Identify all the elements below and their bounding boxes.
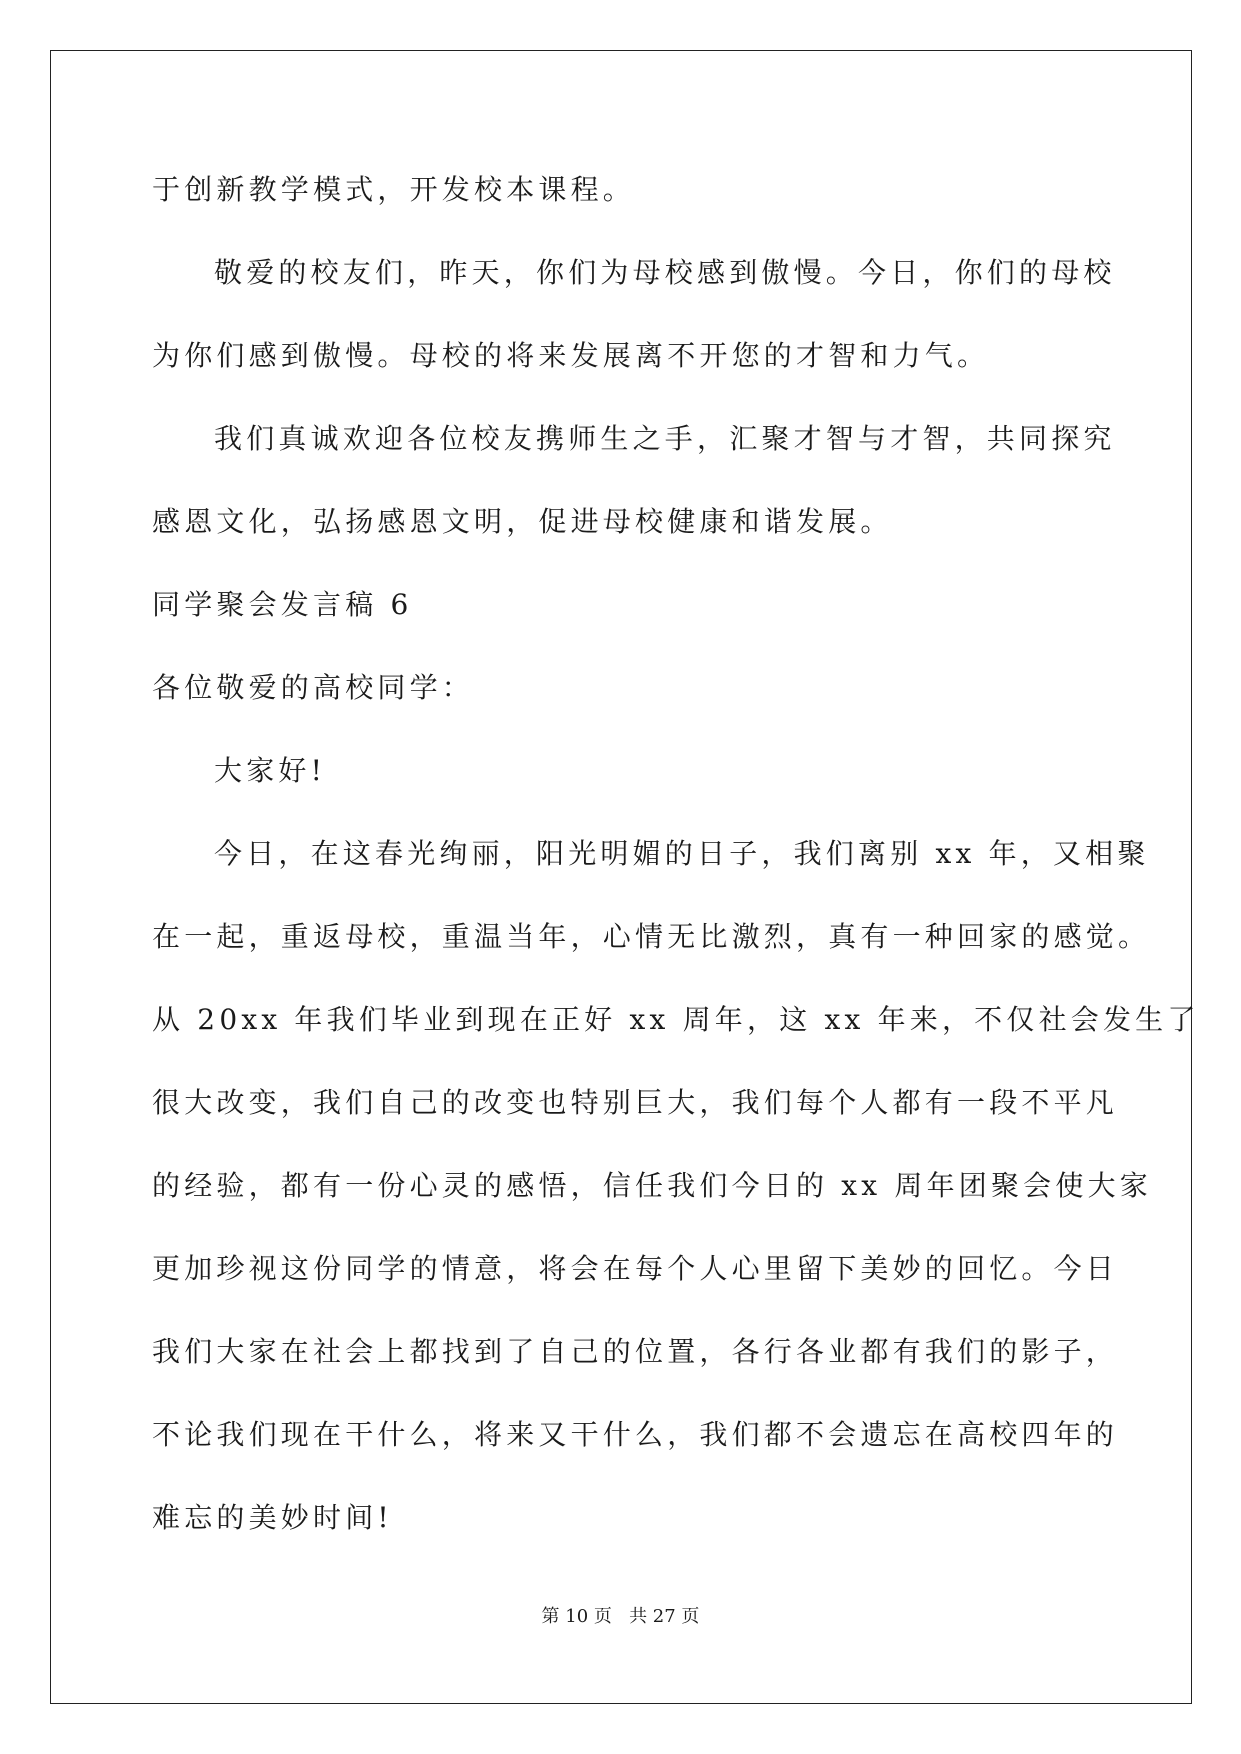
page-number: 第 10 页	[541, 1606, 612, 1627]
page-total: 共 27 页	[629, 1606, 700, 1627]
page-footer	[0, 1605, 1241, 1629]
section-heading: 同学聚会发言稿 6	[152, 588, 413, 621]
text-line: 为你们感到傲慢。母校的将来发展离不开您的才智和力气。	[152, 339, 990, 372]
text-line: 很大改变，我们自己的改变也特别巨大，我们每个人都有一段不平凡	[152, 1086, 1119, 1119]
text-line: 我们大家在社会上都找到了自己的位置，各行各业都有我们的影子，	[152, 1335, 1119, 1368]
text-line: 难忘的美妙时间!	[152, 1501, 393, 1534]
text-line: 感恩文化，弘扬感恩文明，促进母校健康和谐发展。	[152, 505, 893, 538]
text-line: 于创新教学模式，开发校本课程。	[152, 173, 636, 206]
text-line: 的经验，都有一份心灵的感悟，信任我们今日的 xx 周年团聚会使大家	[152, 1169, 1152, 1202]
text-line: 在一起，重返母校，重温当年，心情无比激烈，真有一种回家的感觉。	[152, 920, 1151, 953]
paragraph-start-line: 我们真诚欢迎各位校友携师生之手，汇聚才智与才智，共同探究	[214, 422, 1116, 455]
paragraph-start-line: 敬爱的校友们，昨天，你们为母校感到傲慢。今日，你们的母校	[214, 256, 1116, 289]
text-line: 从 20xx 年我们毕业到现在正好 xx 周年，这 xx 年来，不仅社会发生了	[152, 1003, 1200, 1036]
paragraph-start-line: 今日，在这春光绚丽，阳光明媚的日子，我们离别 xx 年，又相聚	[214, 837, 1150, 870]
page-border	[50, 50, 1192, 1704]
text-line: 不论我们现在干什么，将来又干什么，我们都不会遗忘在高校四年的	[152, 1418, 1119, 1451]
greeting: 大家好!	[214, 754, 327, 787]
salutation: 各位敬爱的高校同学：	[152, 671, 475, 704]
text-line: 更加珍视这份同学的情意，将会在每个人心里留下美妙的回忆。今日	[152, 1252, 1119, 1285]
